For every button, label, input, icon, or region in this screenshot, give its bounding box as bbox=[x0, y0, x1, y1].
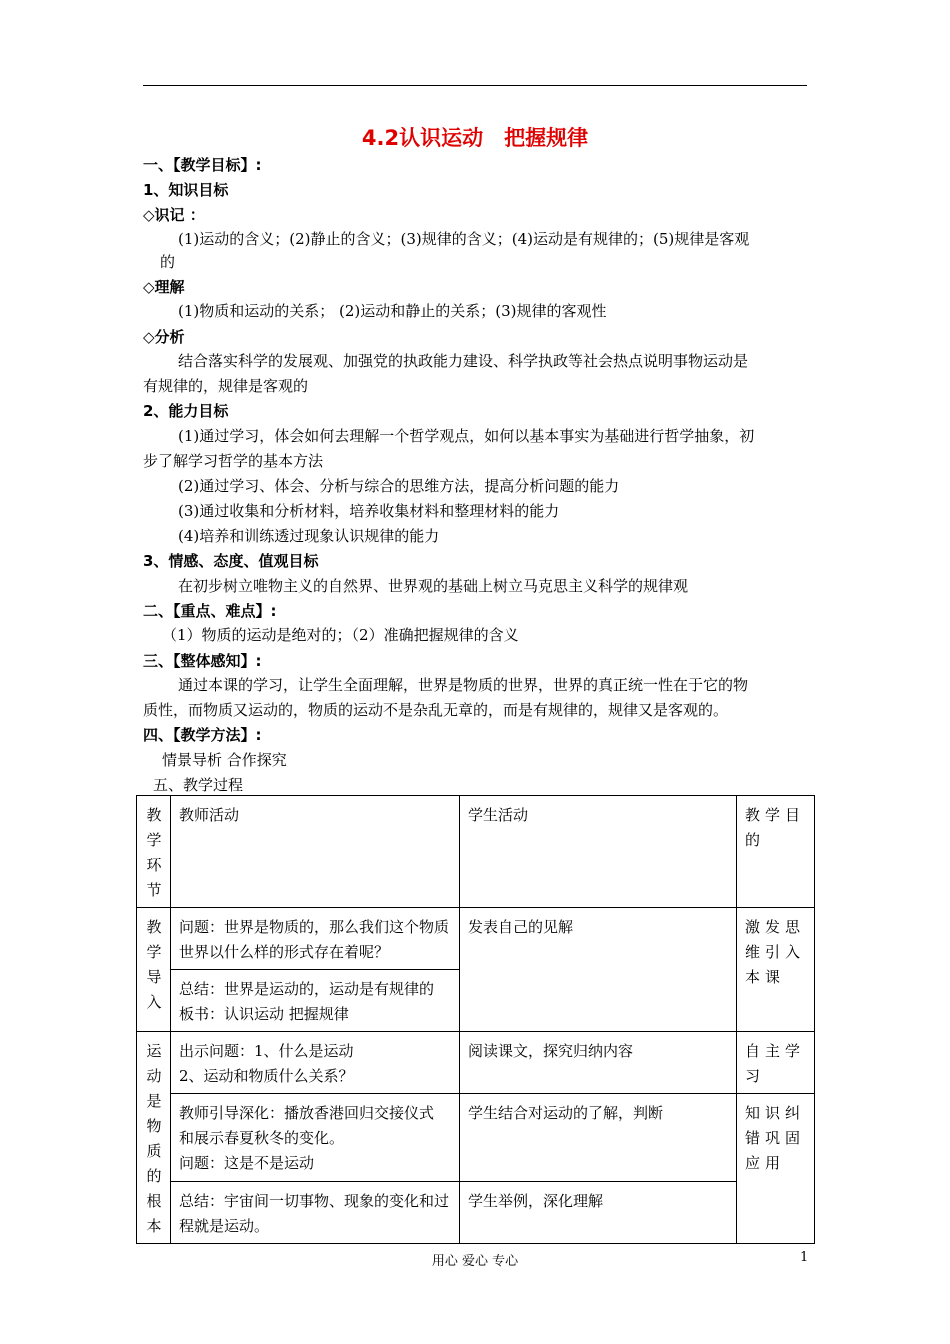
text-line: (1)运动的含义；(2)静止的含义；(3)规律的含义；(4)运动是有规律的；(5)规律是客观 bbox=[178, 230, 750, 248]
header-stage: 教学环节 bbox=[137, 796, 171, 908]
text-line: (1)通过学习，体会如何去理解一个哲学观点，如何以基本事实为基础进行哲学抽象，初 bbox=[178, 427, 755, 445]
teacher-activity bbox=[171, 1032, 460, 1094]
text-line: 的 bbox=[160, 253, 176, 271]
purpose: 自主学习 bbox=[737, 1032, 815, 1094]
section-heading-4: 四、【教学方法】: bbox=[143, 726, 262, 744]
teacher-activity: 总结：宇宙间一切事物、现象的变化和过程就是运动。 bbox=[171, 1182, 460, 1244]
section-heading-3: 三、【整体感知】: bbox=[143, 652, 262, 670]
teacher-board: 板书：认识运动 把握规律 bbox=[179, 1005, 349, 1023]
teacher-activity: 问题：世界是物质的，那么我们这个物质世界以什么样的形式存在着呢？ bbox=[171, 908, 460, 970]
teaching-process-table bbox=[136, 795, 815, 1244]
stage-intro: 教学导入 bbox=[137, 908, 171, 1032]
page-title: 4.2认识运动 把握规律 bbox=[361, 126, 589, 150]
text-line: 质性，而物质又运动的，物质的运动不是杂乱无章的，而是有规律的，规律又是客观的。 bbox=[143, 701, 729, 719]
student-activity: 阅读课文，探究归纳内容 bbox=[460, 1032, 737, 1094]
subheading-ability: 2、能力目标 bbox=[143, 402, 229, 420]
header-purpose: 教学目的 bbox=[737, 796, 815, 908]
text-line: （1）物质的运动是绝对的；（2）准确把握规律的含义 bbox=[162, 626, 519, 644]
text-line: 有规律的，规律是客观的 bbox=[143, 377, 309, 395]
text-line: 步了解学习哲学的基本方法 bbox=[143, 452, 324, 470]
page-number: 1 bbox=[800, 1250, 809, 1265]
question-2: 2、运动和物质什么关系？ bbox=[179, 1067, 354, 1085]
guide-line: 问题：这是不是运动 bbox=[179, 1154, 315, 1172]
text-line: 结合落实科学的发展观、加强党的执政能力建设、科学执政等社会热点说明事物运动是 bbox=[178, 352, 749, 370]
student-activity: 发表自己的见解 bbox=[460, 908, 737, 1032]
text-line: (1)物质和运动的关系； (2)运动和静止的关系；(3)规律的客观性 bbox=[178, 302, 607, 320]
subheading-understand: ◇理解 bbox=[143, 278, 185, 296]
teacher-summary: 总结：世界是运动的，运动是有规律的 bbox=[179, 980, 435, 998]
page-footer: 用心 爱心 专心 bbox=[431, 1254, 519, 1269]
question-1: 出示问题：1、什么是运动 bbox=[179, 1042, 354, 1060]
subheading-analyze: ◇分析 bbox=[143, 328, 185, 346]
header-teacher: 教师活动 bbox=[171, 796, 460, 908]
text-line: 通过本课的学习，让学生全面理解，世界是物质的世界，世界的真正统一性在于它的物 bbox=[178, 676, 749, 694]
section-heading-1: 一、【教学目标】: bbox=[143, 156, 262, 174]
stage-motion: 运动是物质的根本 bbox=[137, 1032, 171, 1244]
guide-line: 和展示春夏秋冬的变化。 bbox=[179, 1129, 345, 1147]
header-student: 学生活动 bbox=[460, 796, 737, 908]
teacher-activity bbox=[171, 1094, 460, 1182]
purpose: 知识纠错巩固应用 bbox=[737, 1094, 815, 1244]
subheading-knowledge: 1、知识目标 bbox=[143, 181, 229, 199]
section-heading-2: 二、【重点、难点】: bbox=[143, 602, 277, 620]
text-line: 情景导析 合作探究 bbox=[162, 751, 287, 769]
subheading-memorize: ◇识记 ： bbox=[143, 206, 205, 224]
section-heading-5: 五、教学过程 bbox=[153, 776, 244, 794]
student-activity: 学生结合对运动的了解，判断 bbox=[460, 1094, 737, 1182]
text-line: (2)通过学习、体会、分析与综合的思维方法，提高分析问题的能力 bbox=[178, 477, 620, 495]
subheading-emotion: 3、情感、态度、值观目标 bbox=[143, 552, 319, 570]
text-line: 在初步树立唯物主义的自然界、世界观的基础上树立马克思主义科学的规律观 bbox=[178, 577, 689, 595]
text-line: (4)培养和训练透过现象认识规律的能力 bbox=[178, 527, 440, 545]
text-line: (3)通过收集和分析材料，培养收集材料和整理材料的能力 bbox=[178, 502, 560, 520]
header-rule bbox=[143, 85, 807, 86]
teacher-activity bbox=[171, 970, 460, 1032]
purpose: 激发思维引入本课 bbox=[737, 908, 815, 1032]
student-activity: 学生举例，深化理解 bbox=[460, 1182, 737, 1244]
guide-line: 教师引导深化：播放香港回归交接仪式 bbox=[179, 1104, 435, 1122]
